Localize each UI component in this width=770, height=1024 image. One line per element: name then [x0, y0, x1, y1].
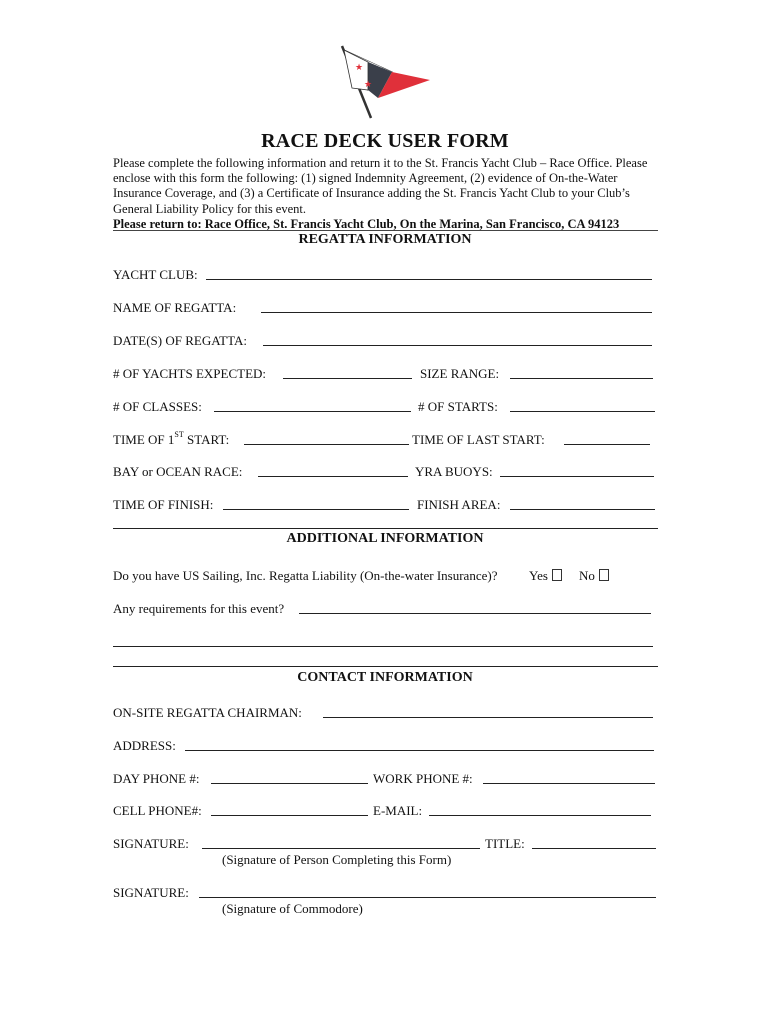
insurance-question: Do you have US Sailing, Inc. Regatta Liability (On-the-water Insurance)? [113, 568, 498, 583]
classes-starts-row [113, 398, 658, 416]
yes-option[interactable]: Yes [529, 567, 562, 585]
chairman-label: ON-SITE REGATTA CHAIRMAN: [113, 705, 302, 720]
title-field[interactable] [532, 848, 656, 849]
regatta-dates-row [113, 332, 658, 350]
work-phone-field[interactable] [483, 783, 655, 784]
yra-buoys-label: YRA BUOYS: [415, 464, 493, 479]
svg-text:★: ★ [355, 63, 364, 73]
address-field[interactable] [185, 750, 654, 751]
first-start-label: TIME OF 1ST START: [113, 430, 230, 447]
last-start-field[interactable] [564, 444, 650, 445]
contact-information-heading: CONTACT INFORMATION [297, 670, 473, 685]
requirements-row-2 [113, 633, 658, 651]
club-burgee-logo [338, 42, 434, 120]
finish-row [113, 496, 658, 514]
email-label: E-MAIL: [373, 803, 423, 818]
size-range-field[interactable] [510, 378, 653, 379]
requirements-row [113, 600, 658, 618]
yachts-size-row [113, 365, 658, 383]
requirements-label: Any requirements for this event? [113, 601, 285, 616]
regatta-name-field[interactable] [261, 312, 652, 313]
size-range-label: SIZE RANGE: [420, 366, 500, 381]
signature-caption: (Signature of Person Completing this Form) [222, 852, 452, 867]
form-title: RACE DECK USER FORM [261, 130, 509, 152]
return-address: Please return to: Race Office, St. Francis Yacht Club, On the Marina, San Francisco, CA 94123 [113, 216, 620, 231]
requirements-field-2[interactable] [113, 646, 653, 647]
yacht-club-field[interactable] [206, 279, 652, 280]
time-finish-field[interactable] [223, 509, 409, 510]
race-buoys-row [113, 463, 658, 481]
finish-area-field[interactable] [510, 509, 655, 510]
work-phone-label: WORK PHONE #: [373, 771, 473, 786]
form-instructions [113, 156, 658, 232]
classes-label: # OF CLASSES: [113, 399, 202, 414]
commodore-signature-field[interactable] [199, 897, 656, 898]
cell-phone-label: CELL PHONE#: [113, 803, 202, 818]
starts-label: # OF STARTS: [418, 399, 498, 414]
yacht-club-row [113, 266, 658, 284]
chairman-field[interactable] [323, 717, 653, 718]
bay-ocean-field[interactable] [258, 476, 408, 477]
regatta-dates-field[interactable] [263, 345, 652, 346]
last-start-label: TIME OF LAST START: [412, 432, 545, 447]
address-row [113, 737, 658, 755]
title-label: TITLE: [485, 836, 525, 851]
svg-text:★: ★ [364, 80, 373, 90]
regatta-dates-label: DATE(S) OF REGATTA: [113, 333, 248, 348]
time-finish-label: TIME OF FINISH: [113, 497, 214, 512]
requirements-field[interactable] [299, 613, 651, 614]
no-checkbox[interactable] [599, 569, 609, 581]
day-phone-label: DAY PHONE #: [113, 771, 200, 786]
instructions-text: Please complete the following information and return it to the St. Francis Yacht Club – Race Office. Please enclose with this form the following: (1) signed Indemnity Agreement, (2) evidence of On-the-Water Insurance Coverage, and (3) a Certificate of Insurance adding the St. Francis Yacht Club to your Club’s General Liability Policy for this event. [113, 156, 648, 216]
regatta-name-row [113, 299, 658, 317]
signature-row [113, 835, 658, 853]
cell-email-row [113, 802, 658, 820]
finish-area-label: FINISH AREA: [417, 497, 501, 512]
phones-row [113, 770, 658, 788]
email-field[interactable] [429, 815, 651, 816]
classes-field[interactable] [214, 411, 411, 412]
commodore-caption: (Signature of Commodore) [222, 901, 363, 916]
start-times-row [113, 431, 658, 449]
commodore-signature-row [113, 884, 658, 902]
divider [113, 666, 658, 667]
additional-information-heading: ADDITIONAL INFORMATION [286, 531, 484, 546]
chairman-row [113, 704, 658, 722]
yacht-club-label: YACHT CLUB: [113, 267, 198, 282]
bay-ocean-label: BAY or OCEAN RACE: [113, 464, 243, 479]
starts-field[interactable] [510, 411, 655, 412]
regatta-name-label: NAME OF REGATTA: [113, 300, 237, 315]
signature-field[interactable] [202, 848, 480, 849]
address-label: ADDRESS: [113, 738, 176, 753]
day-phone-field[interactable] [211, 783, 368, 784]
divider [113, 230, 658, 231]
yes-checkbox[interactable] [552, 569, 562, 581]
regatta-information-heading: REGATTA INFORMATION [298, 232, 472, 247]
commodore-signature-label: SIGNATURE: [113, 885, 189, 900]
no-option[interactable]: No [579, 567, 609, 585]
yra-buoys-field[interactable] [500, 476, 654, 477]
insurance-question-row [113, 567, 658, 585]
yachts-expected-field[interactable] [283, 378, 412, 379]
cell-phone-field[interactable] [211, 815, 368, 816]
yachts-expected-label: # OF YACHTS EXPECTED: [113, 366, 267, 381]
divider [113, 528, 658, 529]
first-start-field[interactable] [244, 444, 409, 445]
signature-label: SIGNATURE: [113, 836, 189, 851]
